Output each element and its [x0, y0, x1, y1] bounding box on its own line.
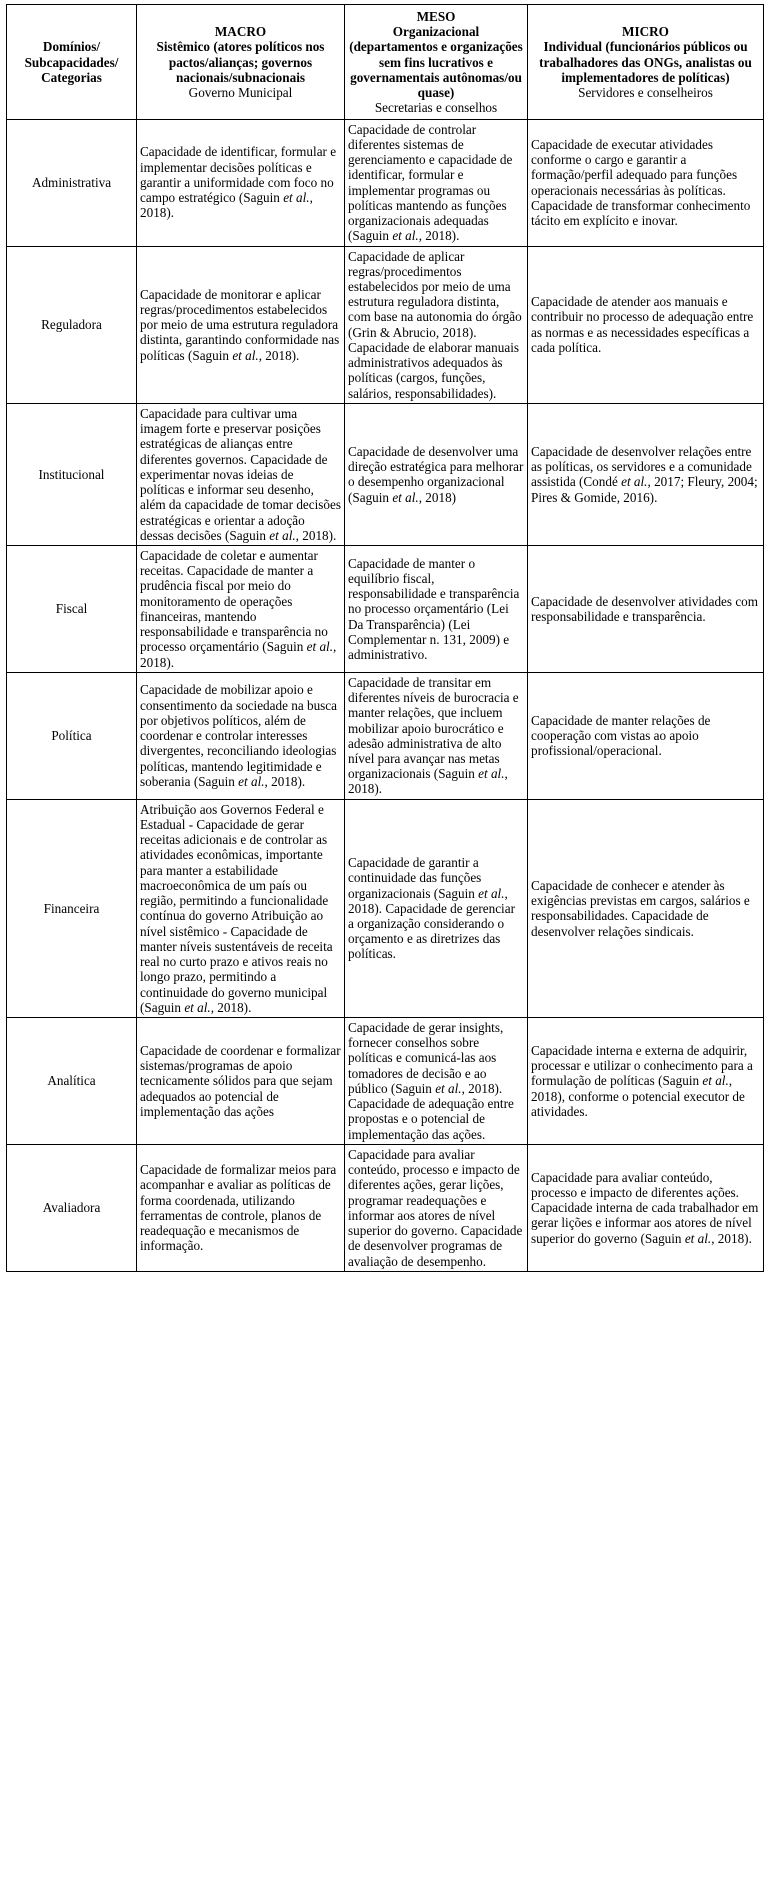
cell-domain: Institucional — [7, 403, 137, 545]
column-header-meso-example: Secretarias e conselhos — [374, 100, 498, 116]
table-header — [7, 5, 764, 120]
cell-domain: Política — [7, 672, 137, 799]
cell-meso: Capacidade de aplicar regras/procedimentos estabelecidos por meio de uma estrutura reguladora distinta, com base na autonomia do órgão (Grin & Abrucio, 2018). Capacidade de elaborar manuais administrativos adequados às políticas (cargos, funções, salários, responsabilidades). — [345, 246, 528, 403]
column-header-meso — [345, 5, 528, 120]
cell-meso: Capacidade de gerar insights, fornecer conselhos sobre políticas e comunicá-las aos tomadores de decisão e ao público (Saguin et al., 2018). Capacidade de adequação entre propostas e o potencial de implementação das ações. — [345, 1018, 528, 1145]
table-row — [7, 403, 764, 545]
table-row — [7, 545, 764, 672]
column-header-macro-example: Governo Municipal — [188, 85, 293, 101]
cell-macro: Atribuição aos Governos Federal e Estadual - Capacidade de gerar receitas adicionais e de controlar as atividades econômicas, importante para manter a estabilidade macroeconômica de um país ou região, permitindo a funcionalidade contínua do governo Atribuição ao nível sistêmico - Capacidade de manter níveis sustentáveis de receita real no curto prazo e ativos reais no longo prazo, permitindo a continuidade do governo municipal (Saguin et al., 2018). — [137, 799, 345, 1017]
cell-macro: Capacidade para cultivar uma imagem forte e preservar posições estratégicas de alianças entre diferentes governos. Capacidade de experimentar novas ideias de políticas e informar seu desenho, além da capacidade de tomar decisões estratégicas e orientar a adoção dessas decisões (Saguin et al., 2018). — [137, 403, 345, 545]
cell-domain: Reguladora — [7, 246, 137, 403]
table-body — [7, 119, 764, 1271]
cell-meso: Capacidade de garantir a continuidade das funções organizacionais (Saguin et al., 2018). Capacidade de gerenciar a organização considerando o orçamento e as diretrizes das políticas. — [345, 799, 528, 1017]
column-header-domain-line2: Subcapacidades/ — [24, 54, 119, 70]
cell-macro: Capacidade de mobilizar apoio e consentimento da sociedade na busca por objetivos políticos, além de coordenar e controlar interesses divergentes, reconciliando ideologias políticas, mantendo legitimidade e soberania (Saguin et al., 2018). — [137, 672, 345, 799]
column-header-micro-level: MICRO — [622, 24, 669, 40]
column-header-micro-description: Individual (funcionários públicos ou trabalhadores das ONGs, analistas ou implementadores de políticas) — [539, 39, 752, 85]
cell-domain: Fiscal — [7, 545, 137, 672]
column-header-macro-description: Sistêmico (atores políticos nos pactos/alianças; governos nacionais/subnacionais — [156, 39, 325, 85]
cell-domain: Administrativa — [7, 119, 137, 246]
column-header-meso-level: MESO — [416, 9, 456, 24]
table-row — [7, 246, 764, 403]
cell-macro: Capacidade de coordenar e formalizar sistemas/programas de apoio tecnicamente sólidos para que sejam adequados ao potencial de implementação das ações — [137, 1018, 345, 1145]
cell-micro: Capacidade de manter relações de cooperação com vistas ao apoio profissional/operacional. — [528, 672, 764, 799]
cell-meso: Capacidade para avaliar conteúdo, processo e impacto de diferentes ações, gerar lições, programar readequações e informar aos atores de nível superior do governo. Capacidade de desenvolver programas de avaliação de desempenho. — [345, 1144, 528, 1271]
column-header-macro-level: MACRO — [214, 24, 267, 40]
column-header-macro — [137, 5, 345, 120]
column-header-domain-line1: Domínios/ — [42, 39, 101, 55]
column-header-domain-line3: Categorias — [41, 69, 102, 85]
table-row — [7, 672, 764, 799]
cell-macro: Capacidade de identificar, formular e implementar decisões políticas e garantir a uniformidade com foco no campo estratégico (Saguin et al., 2018). — [137, 119, 345, 246]
header-row — [7, 5, 764, 120]
cell-domain: Financeira — [7, 799, 137, 1017]
public-capacities-table — [6, 4, 764, 1272]
cell-micro: Capacidade de desenvolver relações entre as políticas, os servidores e a comunidade assistida (Condé et al., 2017; Fleury, 2004; Pires & Gomide, 2016). — [528, 403, 764, 545]
cell-micro: Capacidade interna e externa de adquirir, processar e utilizar o conhecimento para a formulação de políticas (Saguin et al., 2018), conforme o potencial executor de atividades. — [528, 1018, 764, 1145]
table-row — [7, 119, 764, 246]
cell-macro: Capacidade de formalizar meios para acompanhar e avaliar as políticas de forma coordenada, utilizando ferramentas de controle, planos de readequação e mecanismos de informação. — [137, 1144, 345, 1271]
cell-micro: Capacidade de atender aos manuais e contribuir no processo de adequação entre as normas e as necessidades específicas a cada política. — [528, 246, 764, 403]
cell-meso: Capacidade de desenvolver uma direção estratégica para melhorar o desempenho organizacional (Saguin et al., 2018) — [345, 403, 528, 545]
cell-meso: Capacidade de manter o equilíbrio fiscal, responsabilidade e transparência no processo orçamentário (Lei Da Transparência) (Lei Complementar n. 131, 2009) e administrativo. — [345, 545, 528, 672]
cell-micro: Capacidade de executar atividades conforme o cargo e garantir a formação/perfil adequado para funções operacionais necessárias às políticas. Capacidade de transformar conhecimento tácito em explícito e inovar. — [528, 119, 764, 246]
column-header-micro — [528, 5, 764, 120]
cell-macro: Capacidade de monitorar e aplicar regras/procedimentos estabelecidos por meio de uma estrutura reguladora distinta, garantindo conformidade nas políticas (Saguin et al., 2018). — [137, 246, 345, 403]
cell-micro: Capacidade de desenvolver atividades com responsabilidade e transparência. — [528, 545, 764, 672]
cell-micro: Capacidade de conhecer e atender às exigências previstas em cargos, salários e responsabilidades. Capacidade de desenvolver relações sindicais. — [528, 799, 764, 1017]
column-header-meso-description: Organizacional (departamentos e organizações sem fins lucrativos e governamentais autônomas/ou quase) — [349, 24, 523, 101]
cell-micro: Capacidade para avaliar conteúdo, processo e impacto de diferentes ações. Capacidade interna de cada trabalhador em gerar lições e informar aos atores de nível superior do governo (Saguin et al., 2018). — [528, 1144, 764, 1271]
cell-meso: Capacidade de transitar em diferentes níveis de burocracia e manter relações, que incluem mobilizar apoio burocrático e adesão administrativa de alto nível para avançar nas metas organizacionais (Saguin et al., 2018). — [345, 672, 528, 799]
cell-domain: Analítica — [7, 1018, 137, 1145]
table-row — [7, 799, 764, 1017]
column-header-domain — [7, 5, 137, 120]
table-row — [7, 1018, 764, 1145]
cell-domain: Avaliadora — [7, 1144, 137, 1271]
table-row — [7, 1144, 764, 1271]
cell-macro: Capacidade de coletar e aumentar receitas. Capacidade de manter a prudência fiscal por meio do monitoramento de operações financeiras, mantendo responsabilidade e transparência no processo orçamentário (Saguin et al., 2018). — [137, 545, 345, 672]
cell-meso: Capacidade de controlar diferentes sistemas de gerenciamento e capacidade de identificar, formular e implementar programas ou políticas mantendo as funções organizacionais adequadas (Saguin et al., 2018). — [345, 119, 528, 246]
column-header-micro-example: Servidores e conselheiros — [578, 85, 713, 101]
